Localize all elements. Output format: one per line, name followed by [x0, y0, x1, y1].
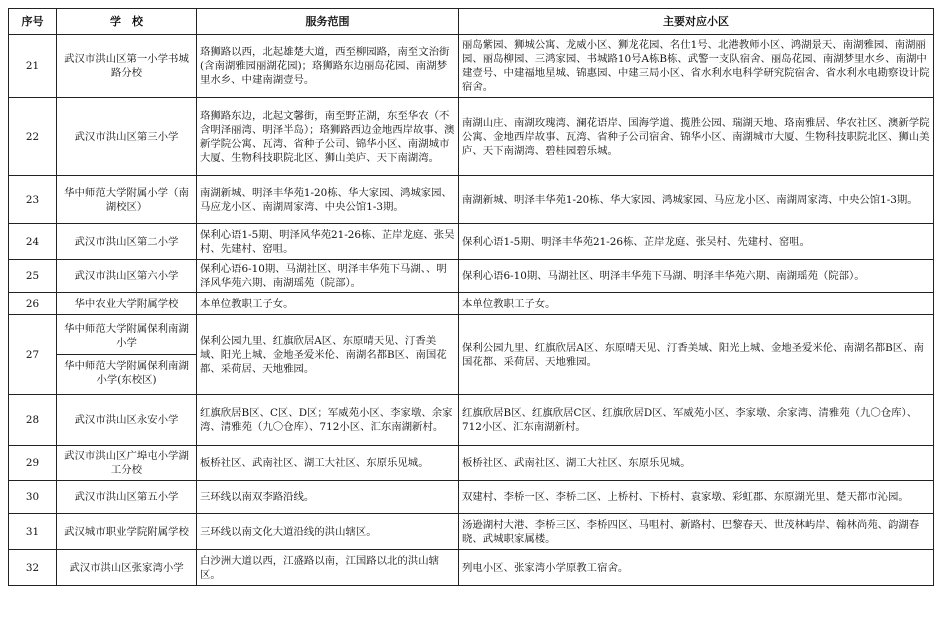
row-scope: 本单位教职工子女。	[197, 293, 459, 315]
header-no: 序号	[9, 9, 57, 35]
header-scope: 服务范围	[197, 9, 459, 35]
row-no: 25	[9, 260, 57, 293]
row-school-east: 华中师范大学附属保利南湖小学(东校区)	[64, 360, 189, 386]
row-school	[57, 315, 197, 395]
row-area: 南湖新城、明泽丰华苑1-20栋、华大家园、鸿城家园、马应龙小区、南湖周家湾、中央公馆1-3期。	[459, 176, 934, 224]
row-area: 列电小区、张家湾小学原教工宿舍。	[459, 550, 934, 586]
row-scope: 珞狮路东边，北起文馨街，南至野芷湖，东至华农（不含明泽丽湾、明泽半岛）；珞狮路西边金地西岸故事、澳新学院公寓、瓦湾、省种子公司、锦华小区、南湖城市大厦、生物科技职院北区、狮山美庐、天下南湖湾。	[197, 98, 459, 176]
row-no: 22	[9, 98, 57, 176]
row-no: 27	[9, 315, 57, 395]
row-no: 31	[9, 514, 57, 550]
table-row	[9, 481, 934, 514]
school-district-table	[8, 8, 934, 586]
row-school-main: 华中师范大学附属保利南湖小学	[57, 318, 196, 355]
row-school: 武汉市洪山区第六小学	[57, 260, 197, 293]
table-row	[9, 176, 934, 224]
row-no: 28	[9, 395, 57, 446]
row-area: 板桥社区、武南社区、湖工大社区、东原乐见城。	[459, 446, 934, 481]
table-row	[9, 514, 934, 550]
row-no: 23	[9, 176, 57, 224]
row-school: 武汉城市职业学院附属学校	[57, 514, 197, 550]
row-school: 武汉市洪山区第三小学	[57, 98, 197, 176]
row-area: 保利心语6-10期、马湖社区、明泽丰华苑下马湖、明泽丰华苑六期、南湖瑶苑（院部）。	[459, 260, 934, 293]
table-row	[9, 446, 934, 481]
row-scope: 保利公园九里、红旗欣居A区、东原晴天见、汀香美域、阳光上城、金地圣爱米伦、南湖名都B区、南国花都、采荷居、天地雅园。	[197, 315, 459, 395]
row-scope: 板桥社区、武南社区、湖工大社区、东原乐见城。	[197, 446, 459, 481]
row-scope: 南湖新城、明泽丰华苑1-20栋、华大家园、鸿城家园、马应龙小区、南湖周家湾、中央公馆1-3期。	[197, 176, 459, 224]
row-school: 武汉市洪山区第五小学	[57, 481, 197, 514]
header-area: 主要对应小区	[459, 9, 934, 35]
table-row	[9, 98, 934, 176]
row-scope: 三环线以南双李路沿线。	[197, 481, 459, 514]
row-area: 保利公园九里、红旗欣居A区、东原晴天见、汀香美域、阳光上城、金地圣爱米伦、南湖名都B区、南国花都、采荷居、天地雅园。	[459, 315, 934, 395]
row-scope: 保利心语1-5期、明泽风华苑21-26栋、芷岸龙庭、张吴村、先建村、窑咀。	[197, 224, 459, 260]
table-row	[9, 260, 934, 293]
row-school: 华中农业大学附属学校	[57, 293, 197, 315]
row-school: 武汉市洪山区第一小学书城路分校	[57, 35, 197, 98]
row-scope: 珞狮路以西，北起雄楚大道，西至柳园路，南至文治街(含南湖雅园丽湖花园)；珞狮路东边丽岛花园、南湖梦里水乡、中建南湖壹号。	[197, 35, 459, 98]
table-row	[9, 293, 934, 315]
row-scope: 保利心语6-10期、马湖社区、明泽丰华苑下马湖、、明泽风华苑六期、南湖瑶苑（院部）。	[197, 260, 459, 293]
row-no: 21	[9, 35, 57, 98]
row-area: 汤逊湖村大港、李桥三区、李桥四区、马咀村、新路村、巴黎春天、世茂林屿岸、翰林尚苑、韵湖春晓、武城职家属楼。	[459, 514, 934, 550]
row-school: 武汉市洪山区第二小学	[57, 224, 197, 260]
row-school: 武汉市洪山区张家湾小学	[57, 550, 197, 586]
row-school: 武汉市洪山区广埠屯小学湖工分校	[57, 446, 197, 481]
table-header-row	[9, 9, 934, 35]
table-row	[9, 224, 934, 260]
table-row	[9, 35, 934, 98]
table-row	[9, 550, 934, 586]
table-row	[9, 395, 934, 446]
row-no: 30	[9, 481, 57, 514]
row-scope: 白沙洲大道以西，江盛路以南，江国路以北的洪山辖区。	[197, 550, 459, 586]
row-school: 华中师范大学附属小学（南湖校区）	[57, 176, 197, 224]
row-no: 29	[9, 446, 57, 481]
row-scope: 红旗欣居B区、C区、D区；军威苑小区、李家墩、余家湾、清雅苑（九〇仓库）、712小区、汇东南湖新村。	[197, 395, 459, 446]
row-area: 保利心语1-5期、明泽丰华苑21-26栋、芷岸龙庭、张吴村、先建村、窑咀。	[459, 224, 934, 260]
row-area: 丽岛紫园、狮城公寓、龙威小区、狮龙花园、名仕1号、北港教师小区、鸿湖景天、南湖雅园、南湖丽园、丽岛柳园、三鸿家园、书城路10号A栋B栋、武警一支队宿舍、丽岛花园、南湖梦里水乡、南湖中建壹号、中建福地星城、锦惠园、中建三局小区、省水利水电科学研究院宿舍、省水利水电勘察设计院宿舍。	[459, 35, 934, 98]
row-area: 红旗欣居B区、红旗欣居C区、红旗欣居D区、军威苑小区、李家墩、余家湾、清雅苑（九〇仓库）、712小区、汇东南湖新村。	[459, 395, 934, 446]
row-area: 双建村、李桥一区、李桥二区、上桥村、下桥村、袁家墩、彩虹郡、东原湖光里、楚天都市沁园。	[459, 481, 934, 514]
row-no: 26	[9, 293, 57, 315]
row-no: 24	[9, 224, 57, 260]
row-area: 本单位教职工子女。	[459, 293, 934, 315]
row-school: 武汉市洪山区永安小学	[57, 395, 197, 446]
table-row	[9, 315, 934, 395]
row-area: 南湖山庄、南湖玫瑰湾、澜花语岸、国海学道、揽胜公园、瑞湖天地、珞南雅居、华农社区、澳新学院公寓、金地西岸故事、瓦湾、省种子公司宿舍、锦华小区、南湖城市大厦、生物科技职院北区、狮山美庐、天下南湖湾、碧桂园碧乐城。	[459, 98, 934, 176]
row-scope: 三环线以南文化大道沿线的洪山辖区。	[197, 514, 459, 550]
row-no: 32	[9, 550, 57, 586]
header-school: 学 校	[57, 9, 197, 35]
